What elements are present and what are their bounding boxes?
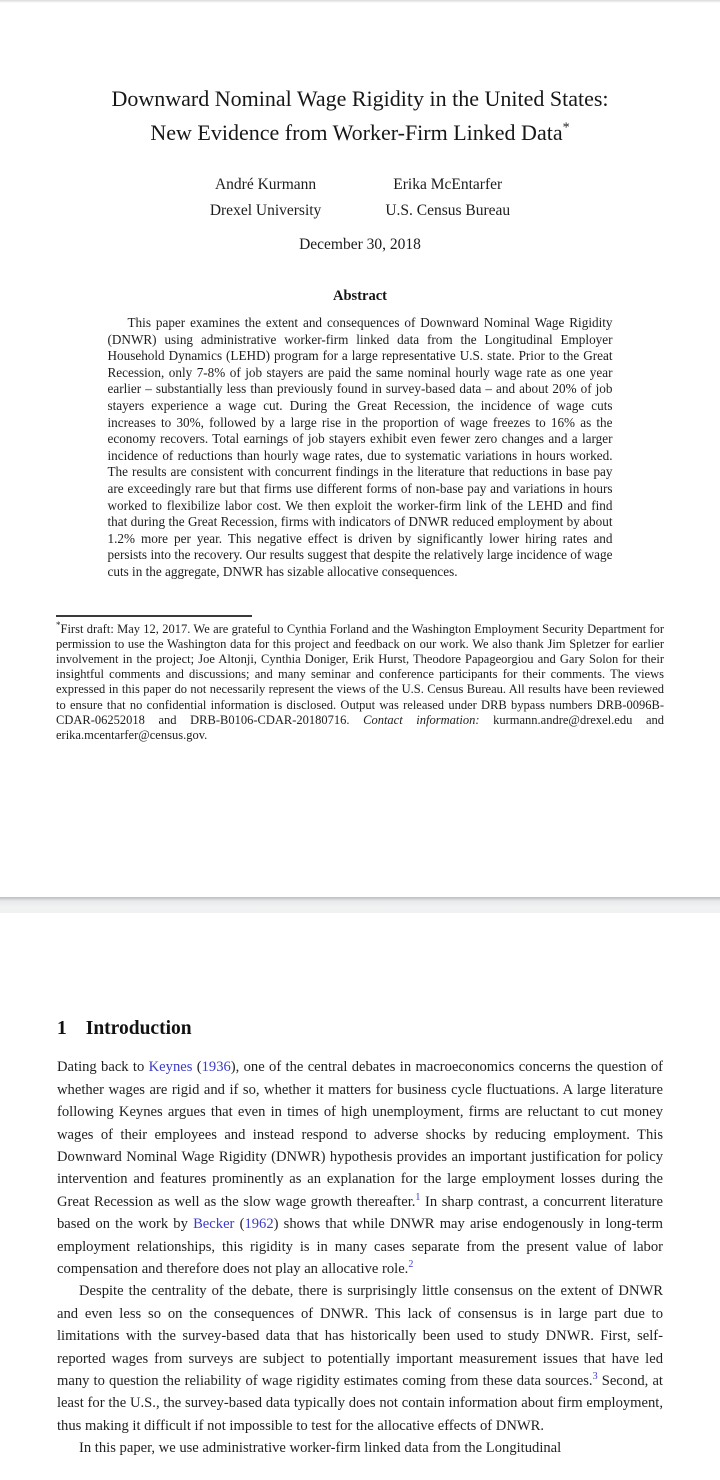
paper-title-line1: Downward Nominal Wage Rigidity in the United States: — [111, 86, 609, 111]
text-run: In sharp contrast, a concurrent literature based on the work by — [57, 1193, 663, 1233]
authors-block — [0, 172, 720, 224]
text-run: ( — [192, 1059, 202, 1076]
body-paragraph — [57, 1056, 663, 1280]
footnote-main-text: First draft: May 12, 2017. We are grateful to Cynthia Forland and the Washington Employment Security Department for permission to use the Washington data for this project and feedback on our work. We also thank Jim Spletzer for earlier involvement in the project; Joe Altonji, Cynthia Doniger, Erik Hurst, Theodore Papageorgiou and Gary Solon for their insightful comments and discussions; and many seminar and conference participants for their comments. The views expressed in this paper do not necessarily represent the views of the U.S. Census Bureau. All results have been reviewed to ensure that no confidential information is disclosed. Output was released under DRB bypass numbers DRB-0096B-CDAR-06252018 and DRB-B0106-CDAR-20180716. — [56, 621, 664, 727]
author-2 — [385, 172, 510, 224]
footnote-ref-link[interactable]: 3 — [592, 1371, 598, 1383]
citation-link[interactable]: Becker — [193, 1216, 235, 1233]
author-2-affiliation: U.S. Census Bureau — [385, 202, 511, 219]
clipped-line-text: In this paper, we use administrative worker-firm linked data from the Longitudinal — [79, 1440, 562, 1457]
footnote-contact-text: kurmann.andre@drexel.edu and erika.mcentarfer@census.gov. — [56, 712, 664, 742]
footnote-ref-link[interactable]: 2 — [408, 1259, 414, 1271]
body-paragraph — [57, 1280, 663, 1437]
text-run: ) shows that while DNWR may arise endogenously in long-term employment relationships, this rigidity is in many cases separate from the present value of labor compensation and therefore does not play an allocative role. — [57, 1216, 664, 1277]
footnote-separator-rule — [56, 615, 252, 617]
section-title: Introduction — [85, 1018, 192, 1040]
footnote-contact-label: Contact information: — [363, 712, 480, 727]
text-run: Second, at least for the U.S., the survey-based data typically does not contain information about firm employment, thus making it difficult if not impossible to test for the allocative effects of DNWR. — [57, 1373, 663, 1434]
paper-title-line2 — [0, 116, 720, 150]
page-break-divider — [0, 897, 720, 913]
paper-title-line2-text: New Evidence from Worker-Firm Linked Data — [150, 120, 563, 145]
paper-title — [0, 0, 720, 150]
abstract-heading: Abstract — [333, 288, 387, 304]
section-heading-introduction — [57, 1017, 663, 1040]
text-run: Despite the centrality of the debate, there is surprisingly little consensus on the extent of DNWR and even less so on the consequences of DNWR. This lack of consensus is in large part due to limitations with the survey-based data that has historically been used to study DNWR. First, self-reported wages from surveys are subject to potentially important measurement issues that have led many to question the reliability of wage rigidity estimates coming from these data sources. — [57, 1283, 663, 1390]
text-run: ( — [234, 1216, 245, 1233]
title-footnote — [56, 619, 664, 744]
citation-link[interactable]: 1936 — [201, 1059, 231, 1076]
text-run: ), one of the central debates in macroeconomics concerns the question of whether wages are rigid and if so, whether it matters for business cycle fluctuations. A large literature following Keynes argues that even in times of high unemployment, firms are reluctant to cut money wages of their employees and instead respond to adverse shocks by reducing employment. This Downward Nominal Wage Rigidity (DNWR) hypothesis provides an important justification for policy intervention and features prominently as an explanation for the large employment losses during the Great Recession as well as the slow wage growth thereafter. — [57, 1059, 663, 1210]
author-1-affiliation: Drexel University — [209, 202, 322, 219]
paper-page-2 — [0, 913, 720, 1480]
citation-link[interactable]: Keynes — [148, 1059, 193, 1076]
clipped-next-line — [57, 1437, 663, 1457]
paper-date: December 30, 2018 — [299, 236, 421, 253]
author-1-name: André Kurmann — [214, 176, 317, 193]
abstract-text: This paper examines the extent and consequences of Downward Nominal Wage Rigidity (DNWR) using administrative worker-firm linked data from the Longitudinal Employer Household Dynamics (LEHD) program for a large representative U.S. state. Prior to the Great Recession, only 7-8% of job stayers are paid the same nominal hourly wage rate as one year earlier – substantially less than previously found in survey-based data – and about 20% of job stayers experience a wage cut. During the Great Recession, the incidence of wage cuts increases to 30%, followed by a large rise in the proportion of wage freezes to 16% as the economy recovers. Total earnings of job stayers exhibit even fewer zero changes and a larger incidence of reductions than hourly wage rates, due to systematic variations in hours worked. The results are consistent with concurrent findings in the literature that reductions in base pay are exceedingly rare but that firms use different forms of non-base pay and variations in hours worked to flexibilize labor cost. We then exploit the worker-firm link of the LEHD and find that during the Great Recession, firms with indicators of DNWR reduced employment by about 1.2% more per year. This negative effect is driven by significantly lower hiring rates and persists into the recovery. Our results suggest that despite the relatively large incidence of wage cuts in the aggregate, DNWR has sizable allocative consequences. — [107, 315, 613, 579]
citation-link[interactable]: 1962 — [244, 1216, 274, 1233]
intro-paragraphs — [57, 1056, 663, 1437]
footnote-ref-link[interactable]: 1 — [415, 1191, 421, 1203]
footnote-marker: * — [56, 619, 61, 630]
author-1 — [210, 172, 321, 224]
section-number: 1 — [57, 1018, 67, 1040]
text-run: Dating back to — [57, 1059, 149, 1076]
title-footnote-marker: * — [562, 120, 570, 136]
author-2-name: Erika McEntarfer — [393, 176, 503, 193]
